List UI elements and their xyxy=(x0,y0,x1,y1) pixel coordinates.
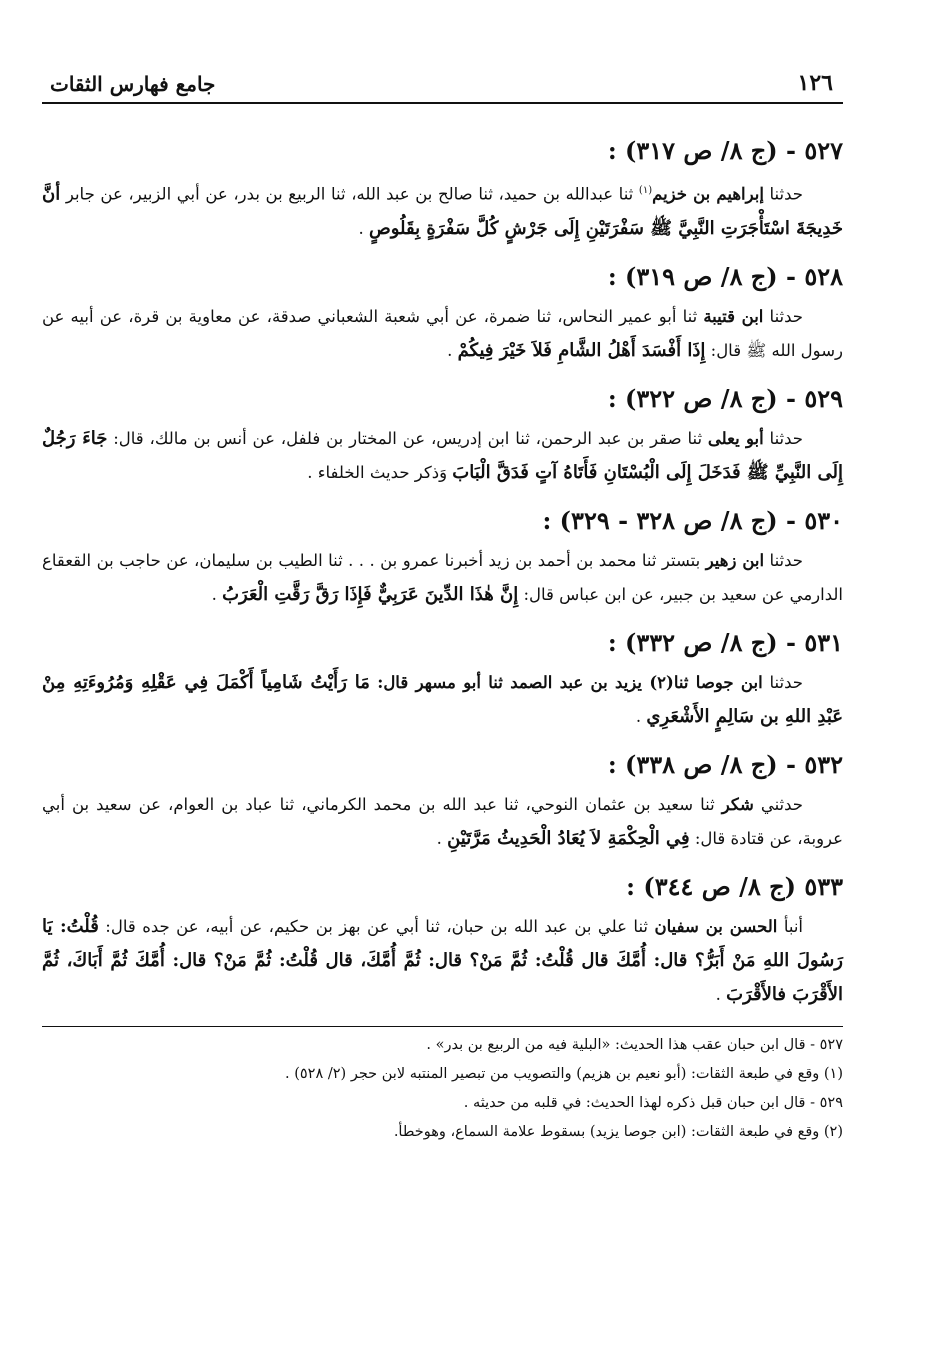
matn-text: فِي الْحِكْمَةِ لاَ يُعَادُ الْحَدِيثُ مَرَّتَيْنِ xyxy=(447,827,690,849)
hadith-entry-527 xyxy=(42,134,843,246)
narrator-name: الحسن بن سفيان xyxy=(654,916,778,936)
footnote-ref: (١) xyxy=(638,185,653,196)
entry-body xyxy=(42,300,843,368)
entry-body xyxy=(42,910,843,1012)
entry-post: . xyxy=(635,706,647,726)
narrator-name: شكر xyxy=(721,794,754,814)
entry-heading: ٥٢٨ - (ج ٨/ ص ٣١٩) : xyxy=(607,261,843,291)
narrator-name: ابن جوصا xyxy=(695,672,763,692)
narrator-name: أبو يعلى xyxy=(707,428,764,448)
entry-heading: ٥٢٩ - (ج ٨/ ص ٣٢٢) : xyxy=(607,383,843,413)
page-number: ١٢٦ xyxy=(797,70,833,96)
matn-text: جَاءَ رَجُلٌ إِلَى النَّبِيِّ ﷺ فَدَخَلَ إِلَى الْبُسْتَانِ فَأَتَاهُ آتٍ فَدَقَّ الْبَابَ xyxy=(42,427,843,483)
entry-pre: حدثنا xyxy=(769,672,803,692)
narrator-name: إبراهيم بن خزيم xyxy=(652,184,764,204)
entry-post: . xyxy=(358,218,369,238)
matn-text: إِذَا أَفْسَدَ أَهْلُ الشَّامِ فَلاَ خَيْرَ فِيكُمْ xyxy=(457,339,706,361)
hadith-entry-529 xyxy=(42,382,843,490)
entry-post: . xyxy=(436,828,448,848)
isnad-text: بتستر ثنا محمد بن أحمد بن زيد أخبرنا عمرو بن . . . ثنا الطيب بن سليمان، عن حاجب بن القعقاع الدارمي عن سعيد بن جبير، عن ابن عباس قال: xyxy=(42,550,843,604)
matn-text: مَا رَأَيْتُ شَامِياً أَكْمَلَ فِي عَقْلِهِ وَمُرُوءَتِهِ مِنْ عَبْدِ اللهِ بن سَالِمٍ الأَشْعَرِي xyxy=(42,671,843,727)
matn-text: إِنَّ هٰذَا الدِّينَ عَرَبِيٌّ فَإِذَا رَقَّ رَقَّتِ الْعَرَبُ xyxy=(222,583,519,605)
entry-heading: ٥٣٣ (ج ٨/ ص ٣٤٤) : xyxy=(626,871,843,901)
isnad-text: ثنا أبو عمير النحاس، ثنا ضمرة، عن أبي شعبة الشعباني صدقة، عن معاوية بن قرة، عن أبيه عن رسول الله ﷺ قال: xyxy=(42,306,843,360)
isnad-text: ثنا عبدالله بن حميد، ثنا صالح بن عبد الله، ثنا الربيع بن بدر، عن أبي الزبير، عن جابر xyxy=(60,184,639,204)
running-title: جامع فهارس الثقات xyxy=(50,72,216,96)
entry-heading: ٥٣٢ - (ج ٨/ ص ٣٣٨) : xyxy=(607,749,843,779)
entry-pre: حدثنا xyxy=(769,428,804,448)
isnad-text: ثنا علي بن عبد الله بن حبان، ثنا أبي عن بهز بن حكيم، عن أبيه، عن جده قال: xyxy=(98,916,655,936)
matn-text: قُلْتُ: يَا رَسُولَ اللهِ مَنْ أَبَرُّ؟ قال: أُمَّكَ قال قُلْتُ: ثُمَّ مَنْ؟ قال: ثُمَّ أُمَّكَ، قال قُلْتُ: ثُمَّ مَنْ؟ قال: أُمَّكَ ثُمَّ أَبَاكَ، ثُمَّ الأَقْرَبَ فالأَقْرَبَ xyxy=(42,915,843,1005)
hadith-entry-528 xyxy=(42,260,843,368)
entry-pre: حدثنا xyxy=(769,184,803,204)
entry-post: . xyxy=(715,984,727,1004)
entry-pre: أنبأ xyxy=(783,916,803,936)
hadith-entry-530 xyxy=(42,504,843,612)
hadith-entry-533 xyxy=(42,870,843,1012)
isnad-text: ثنا(٢) يزيد بن عبد الصمد ثنا أبو مسهر قال: xyxy=(369,672,696,692)
entry-body xyxy=(42,788,843,856)
running-head xyxy=(42,70,843,104)
entry-pre: حدثني xyxy=(760,794,803,814)
entry-post: . xyxy=(211,584,223,604)
entry-post: . xyxy=(447,340,458,360)
hadith-entries xyxy=(42,134,843,1012)
entry-body xyxy=(42,174,843,246)
footnote-527: ٥٢٧ - قال ابن حبان عقب هذا الحديث: «البلية فيه من الربيع بن بدر» . xyxy=(426,1036,843,1053)
entry-pre: حدثنا xyxy=(769,306,804,326)
matn-text: أنَّ خَدِيجَةَ اسْتَأْجَرَتِ النَّبِيَّ ﷺ سَفْرَتَيْنِ إِلَى جَرْشٍ كُلَّ سَفْرَةٍ بِقَلُوصٍ xyxy=(42,183,843,239)
footnote-1: (١) وقع في طبعة الثقات: (أبو نعيم بن هزيم) والتصويب من تبصير المنتبه لابن حجر (٢/ ٥٢٨) . xyxy=(284,1065,843,1082)
isnad-text: ثنا صقر بن عبد الرحمن، ثنا ابن إدريس، عن المختار بن فلفل، عن أنس بن مالك، قال: xyxy=(107,428,708,448)
entry-heading: ٥٢٧ - (ج ٨/ ص ٣١٧) : xyxy=(607,136,843,165)
footnote-2: (٢) وقع في طبعة الثقات: (ابن جوصا يزيد) بسقوط علامة السماع، وهوخطأ. xyxy=(393,1123,843,1140)
entry-body xyxy=(42,666,843,734)
footnote-529: ٥٢٩ - قال ابن حبان قبل ذكره لهذا الحديث: في قلبه من حديثه . xyxy=(463,1094,843,1111)
narrator-name: ابن قتيبة xyxy=(703,306,764,326)
entry-heading: ٥٣١ - (ج ٨/ ص ٣٣٢) : xyxy=(607,627,843,657)
footnotes xyxy=(42,1026,843,1147)
entry-post: وَذكر حديث الخلفاء . xyxy=(307,462,453,482)
entry-body xyxy=(42,544,843,612)
entry-pre: حدثنا xyxy=(769,550,804,570)
hadith-entry-532 xyxy=(42,748,843,856)
hadith-entry-531 xyxy=(42,626,843,734)
narrator-name: ابن زهير xyxy=(705,550,765,570)
entry-heading: ٥٣٠ - (ج ٨/ ص ٣٢٨ - ٣٢٩) : xyxy=(542,505,843,535)
isnad-text: ثنا سعيد بن عثمان النوحي، ثنا عبد الله بن محمد الكرماني، ثنا عباد بن العوام، عن سعيد بن أبي عروبة، عن قتادة قال: xyxy=(42,794,843,848)
entry-body xyxy=(42,422,843,490)
